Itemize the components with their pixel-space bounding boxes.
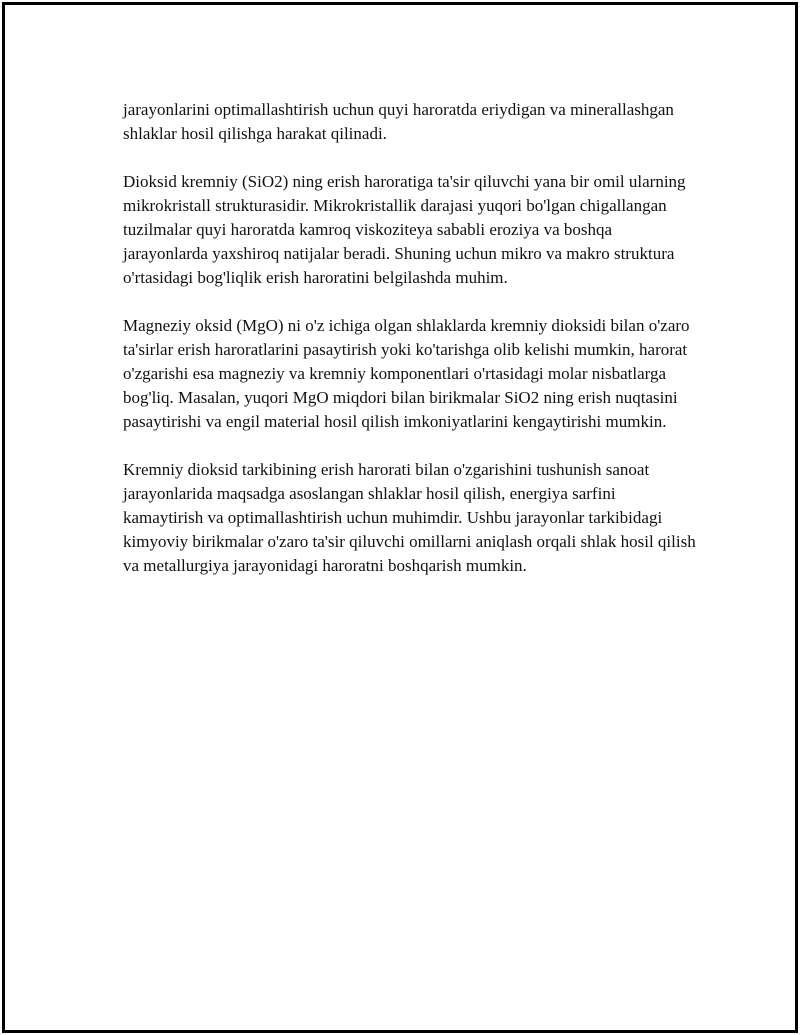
paragraph: Kremniy dioksid tarkibining erish harorati bilan o'zgarishini tushunish sanoat jarayonlarida maqsadga asoslangan shlaklar hosil qilish, energiya sarfini kamaytirish va optimallashtirish uchun muhimdir. Ushbu jarayonlar tarkibidagi kimyoviy birikmalar o'zaro ta'sir qiluvchi omillarni aniqlash orqali shlak hosil qilish va metallurgiya jarayonidagi haroratni boshqarish mumkin.	[123, 460, 696, 575]
document-body	[123, 98, 698, 602]
paragraph: Magneziy oksid (MgO) ni o'z ichiga olgan shlaklarda kremniy dioksidi bilan o'zaro ta'sirlar erish haroratlarini pasaytirish yoki ko'tarishga olib kelishi mumkin, harorat o'zgarishi esa magneziy va kremniy komponentlari o'rtasidagi molar nisbatlarga bog'liq. Masalan, yuqori MgO miqdori bilan birikmalar SiO2 ning erish nuqtasini pasaytirishi va engil material hosil qilish imkoniyatlarini kengaytirishi mumkin.	[123, 316, 690, 431]
paragraph: Dioksid kremniy (SiO2) ning erish haroratiga ta'sir qiluvchi yana bir omil ularning mikrokristall strukturasidir. Mikrokristallik darajasi yuqori bo'lgan chigallangan tuzilmalar quyi haroratda kamroq viskoziteya sababli eroziya va boshqa jarayonlarda yaxshiroq natijalar beradi. Shuning uchun mikro va makro struktura o'rtasidagi bog'liqlik erish haroratini belgilashda muhim.	[123, 172, 686, 287]
page-frame	[2, 2, 798, 1033]
paragraph: jarayonlarini optimallashtirish uchun quyi haroratda eriydigan va minerallashgan shlaklar hosil qilishga harakat qilinadi.	[123, 100, 674, 143]
